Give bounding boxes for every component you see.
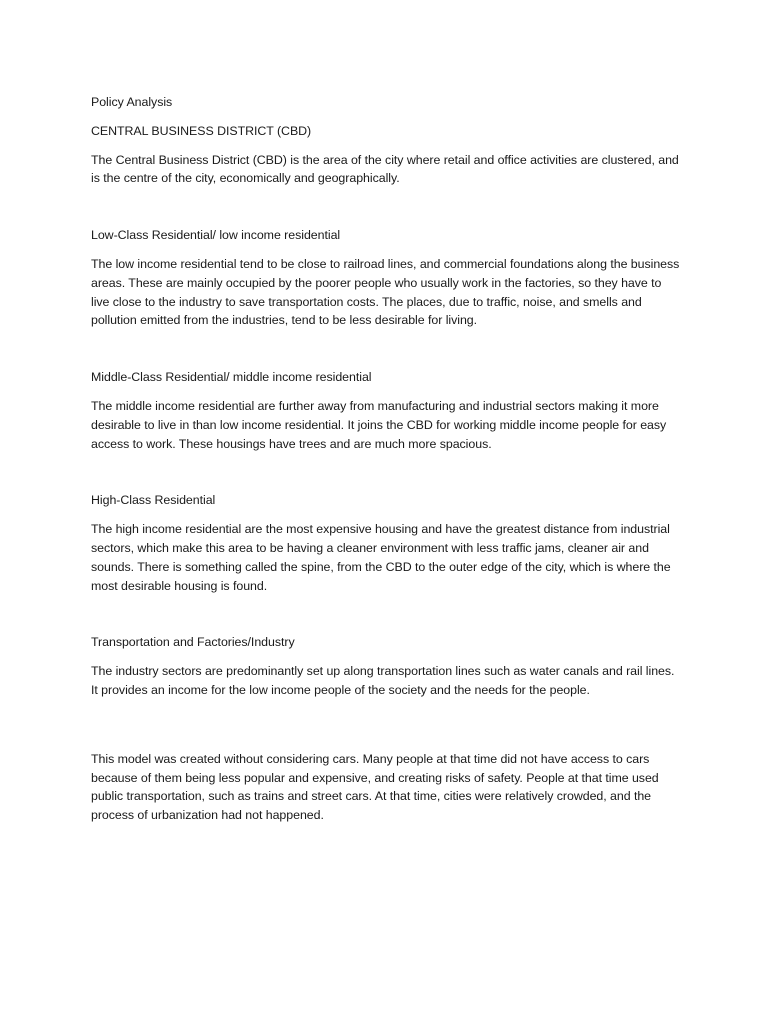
section-body-cbd: The Central Business District (CBD) is the area of the city where retail and office activities are clustered, and is the centre of the city, economically and geographically.	[91, 152, 679, 186]
document-page	[91, 93, 683, 835]
section-heading-low-class: Low-Class Residential/ low income residential	[91, 228, 341, 243]
section-body-transportation: The industry sectors are predominantly set up along transportation lines such as water canals and rail lines. It provides an income for the low income people of the society and the needs for the people.	[91, 664, 675, 697]
section-heading-transportation: Transportation and Factories/Industry	[91, 635, 295, 650]
section-heading-middle-class: Middle-Class Residential/ middle income residential	[91, 370, 372, 385]
section-heading-high-class: High-Class Residential	[91, 493, 216, 508]
closing-paragraph: This model was created without considering cars. Many people at that time did not have access to cars because of them being less popular and expensive, and creating risks of safety. People at that time used public transportation, such as trains and street cars. At that time, cities were relatively crowded, and the process of urbanization had not happened.	[91, 751, 659, 823]
section-body-middle-class: The middle income residential are further away from manufacturing and industrial sectors making it more desirable to live in than low income residential. It joins the CBD for working middle income people for easy access to work. These housings have trees and are much more spacious.	[91, 398, 667, 451]
section-body-low-class: The low income residential tend to be close to railroad lines, and commercial foundations along the business areas. These are mainly occupied by the poorer people who usually work in the factories, so they have to live close to the industry to save transportation costs. The places, due to traffic, noise, and smells and pollution emitted from the industries, tend to be less desirable for living.	[91, 256, 680, 328]
document-title: Policy Analysis	[91, 95, 173, 109]
section-body-high-class: The high income residential are the most expensive housing and have the greatest distance from industrial sectors, which make this area to be having a cleaner environment with less traffic jams, cleaner air and sounds. There is something called the spine, from the CBD to the outer edge of the city, which is where the most desirable housing is found.	[91, 522, 671, 593]
section-heading-cbd: CENTRAL BUSINESS DISTRICT (CBD)	[91, 123, 312, 138]
